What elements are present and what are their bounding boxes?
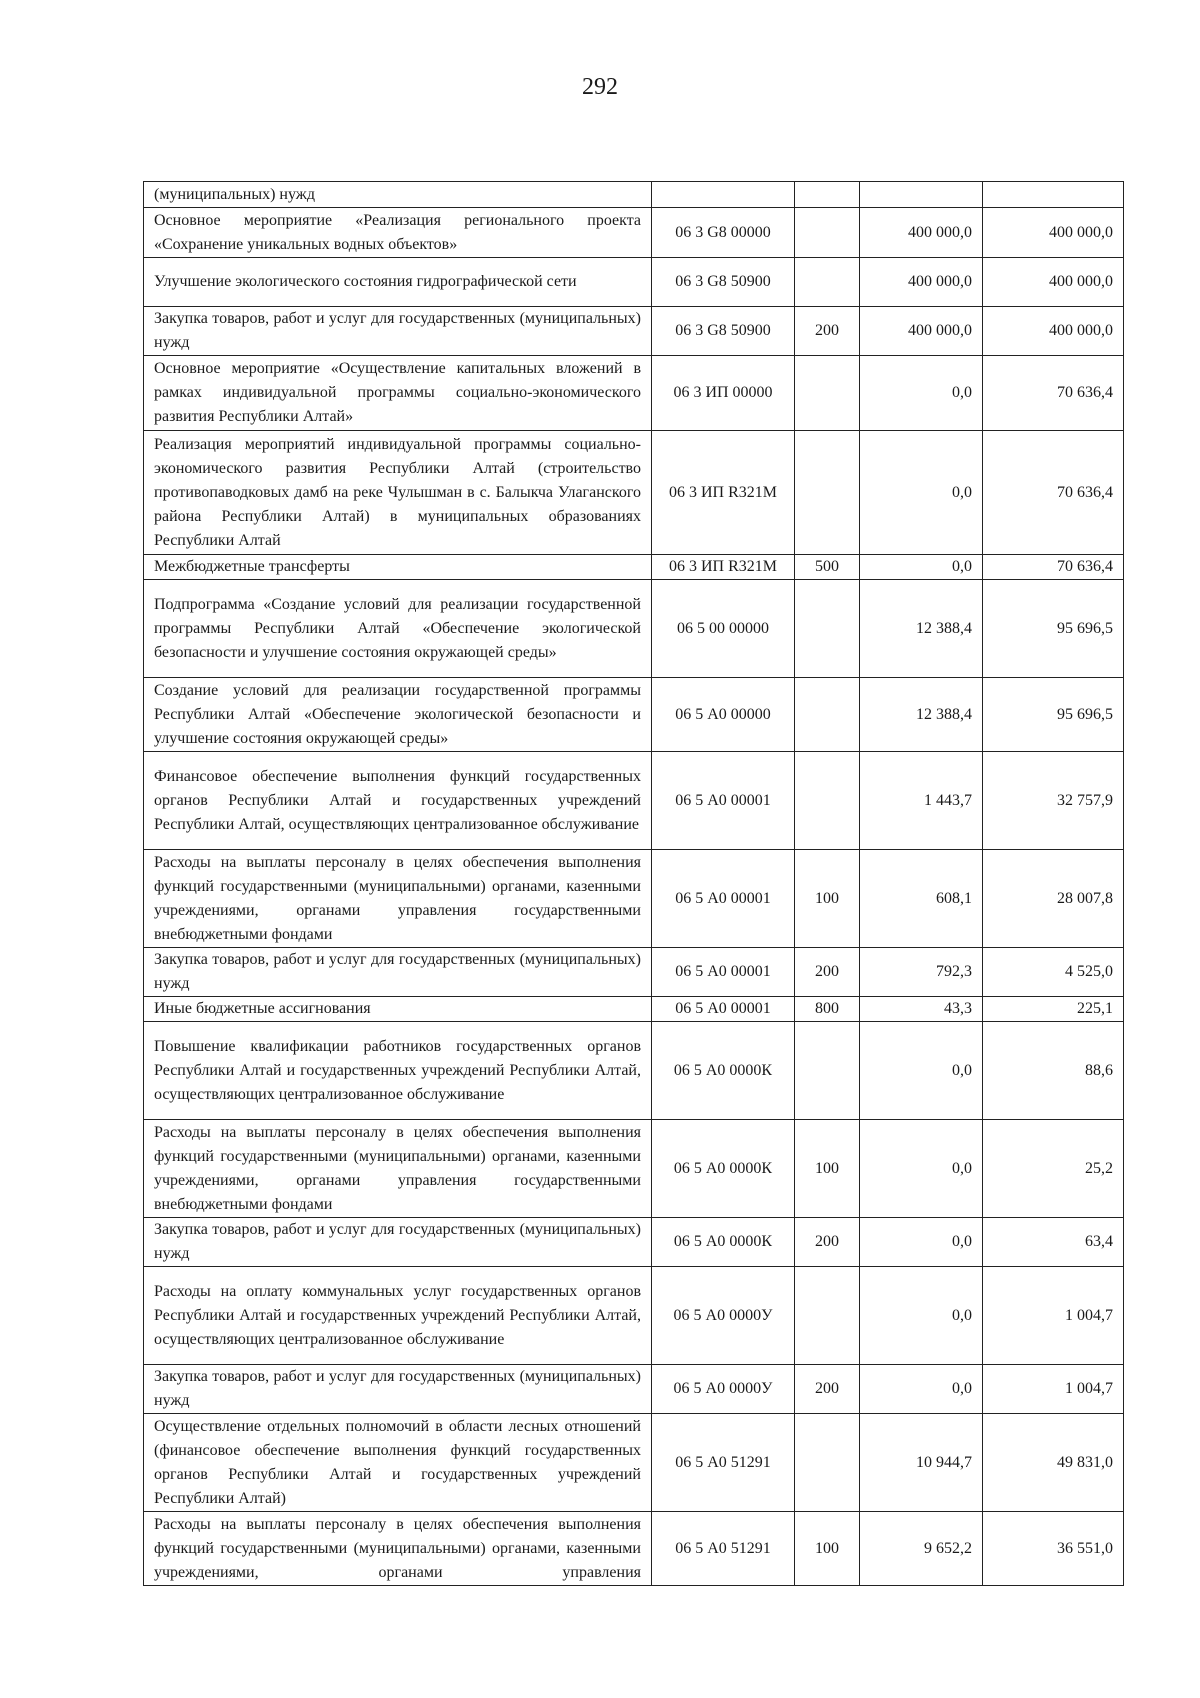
row-value-1: 0,0 [860,356,983,431]
row-code: 06 5 А0 0000У [652,1267,795,1365]
row-value-1: 12 388,4 [860,580,983,678]
row-code: 06 5 А0 00000 [652,678,795,752]
row-value-1: 12 388,4 [860,678,983,752]
table-row [144,307,1124,356]
row-value-1: 10 944,7 [860,1414,983,1512]
row-name: Расходы на выплаты персоналу в целях обеспечения выполнения функций государственными (муниципальными) органами, казенными учреждениями, органами управления государственными внебюджетными фондами [144,1120,652,1218]
row-type [795,1267,860,1365]
row-code: 06 5 00 00000 [652,580,795,678]
row-value-1: 0,0 [860,1022,983,1120]
row-value-2: 28 007,8 [983,850,1124,948]
row-value-1: 0,0 [860,1120,983,1218]
table-row [144,678,1124,752]
row-type [795,208,860,258]
table-row [144,208,1124,258]
row-type: 100 [795,1120,860,1218]
row-value-2: 1 004,7 [983,1267,1124,1365]
row-value-1: 400 000,0 [860,307,983,356]
row-value-1: 0,0 [860,1218,983,1267]
row-code: 06 5 А0 0000К [652,1218,795,1267]
row-value-2: 4 525,0 [983,948,1124,997]
row-value-1: 0,0 [860,555,983,580]
table-row [144,850,1124,948]
row-type [795,356,860,431]
table-row [144,580,1124,678]
row-type: 100 [795,850,860,948]
row-value-1: 1 443,7 [860,752,983,850]
row-type [795,580,860,678]
row-value-1: 0,0 [860,431,983,555]
row-code: 06 5 А0 0000К [652,1022,795,1120]
row-value-2: 88,6 [983,1022,1124,1120]
row-code: 06 5 А0 00001 [652,752,795,850]
row-value-2: 400 000,0 [983,307,1124,356]
row-type [795,1414,860,1512]
row-value-2: 70 636,4 [983,431,1124,555]
budget-table-body [144,182,1124,1586]
row-code: 06 5 А0 00001 [652,997,795,1022]
row-name: Повышение квалификации работников государственных органов Республики Алтай и государственных учреждений Республики Алтай, осуществляющих централизованное обслуживание [144,1022,652,1120]
row-code: 06 5 А0 51291 [652,1512,795,1586]
table-row [144,1218,1124,1267]
table-row [144,258,1124,307]
row-code: 06 5 А0 0000У [652,1365,795,1414]
row-value-2: 70 636,4 [983,555,1124,580]
row-type: 100 [795,1512,860,1586]
row-name: Улучшение экологического состояния гидрографической сети [144,258,652,307]
row-name: Закупка товаров, работ и услуг для государственных (муниципальных) нужд [144,307,652,356]
row-name: Закупка товаров, работ и услуг для государственных (муниципальных) нужд [144,1365,652,1414]
table-row [144,1365,1124,1414]
row-type: 500 [795,555,860,580]
row-value-1: 43,3 [860,997,983,1022]
row-type [795,182,860,208]
row-code: 06 3 ИП 00000 [652,356,795,431]
row-type [795,431,860,555]
row-value-1: 400 000,0 [860,258,983,307]
table-row [144,182,1124,208]
row-value-1 [860,182,983,208]
row-value-1: 400 000,0 [860,208,983,258]
row-type: 200 [795,1218,860,1267]
row-code: 06 3 G8 50900 [652,307,795,356]
row-name: Подпрограмма «Создание условий для реализации государственной программы Республики Алтай «Обеспечение экологической безопасности и улучшение состояния окружающей среды» [144,580,652,678]
table-row [144,1267,1124,1365]
row-code: 06 3 ИП R321М [652,431,795,555]
row-name: Межбюджетные трансферты [144,555,652,580]
row-value-2: 400 000,0 [983,258,1124,307]
table-row [144,997,1124,1022]
row-name: (муниципальных) нужд [144,182,652,208]
row-value-1: 0,0 [860,1267,983,1365]
row-name: Осуществление отдельных полномочий в области лесных отношений (финансовое обеспечение выполнения функций государственных органов Республики Алтай и государственных учреждений Республики Алтай) [144,1414,652,1512]
row-name: Закупка товаров, работ и услуг для государственных (муниципальных) нужд [144,1218,652,1267]
row-code [652,182,795,208]
row-value-1: 608,1 [860,850,983,948]
row-code: 06 5 А0 0000К [652,1120,795,1218]
row-type [795,678,860,752]
row-value-2: 1 004,7 [983,1365,1124,1414]
row-value-2: 63,4 [983,1218,1124,1267]
budget-table [143,181,1124,1586]
row-name: Финансовое обеспечение выполнения функций государственных органов Республики Алтай и государственных учреждений Республики Алтай, осуществляющих централизованное обслуживание [144,752,652,850]
table-row [144,1120,1124,1218]
row-value-2: 95 696,5 [983,678,1124,752]
row-value-2: 95 696,5 [983,580,1124,678]
row-value-2 [983,182,1124,208]
row-value-2: 25,2 [983,1120,1124,1218]
row-name: Иные бюджетные ассигнования [144,997,652,1022]
table-row [144,431,1124,555]
row-type: 200 [795,1365,860,1414]
row-code: 06 5 А0 00001 [652,850,795,948]
row-type: 200 [795,307,860,356]
row-code: 06 5 А0 00001 [652,948,795,997]
row-code: 06 3 G8 50900 [652,258,795,307]
table-row [144,948,1124,997]
row-value-2: 49 831,0 [983,1414,1124,1512]
table-row [144,752,1124,850]
row-value-2: 400 000,0 [983,208,1124,258]
row-name: Основное мероприятие «Осуществление капитальных вложений в рамках индивидуальной программы социально-экономического развития Республики Алтай» [144,356,652,431]
row-name: Основное мероприятие «Реализация регионального проекта «Сохранение уникальных водных объектов» [144,208,652,258]
row-value-1: 0,0 [860,1365,983,1414]
row-value-1: 792,3 [860,948,983,997]
table-row [144,555,1124,580]
row-type [795,1022,860,1120]
row-value-1: 9 652,2 [860,1512,983,1586]
row-type: 200 [795,948,860,997]
table-row [144,1022,1124,1120]
row-name: Закупка товаров, работ и услуг для государственных (муниципальных) нужд [144,948,652,997]
row-value-2: 225,1 [983,997,1124,1022]
row-name: Реализация мероприятий индивидуальной программы социально-экономического развития Республики Алтай (строительство противопаводковых дамб на реке Чулышман в с. Балыкча Улаганского района Республики Алтай) в муниципальных образованиях Республики Алтай [144,431,652,555]
table-row [144,1512,1124,1586]
row-type [795,258,860,307]
row-code: 06 3 ИП R321М [652,555,795,580]
row-value-2: 70 636,4 [983,356,1124,431]
row-name: Создание условий для реализации государственной программы Республики Алтай «Обеспечение экологической безопасности и улучшение состояния окружающей среды» [144,678,652,752]
row-name: Расходы на выплаты персоналу в целях обеспечения выполнения функций государственными (муниципальными) органами, казенными учреждениями, органами управления государственными внебюджетными фондами [144,850,652,948]
table-row [144,1414,1124,1512]
page-number: 292 [582,74,618,100]
row-name: Расходы на выплаты персоналу в целях обеспечения выполнения функций государственными (муниципальными) органами, казенными учреждениями, органами управления [144,1512,652,1586]
row-code: 06 3 G8 00000 [652,208,795,258]
row-type: 800 [795,997,860,1022]
table-row [144,356,1124,431]
row-value-2: 32 757,9 [983,752,1124,850]
row-code: 06 5 А0 51291 [652,1414,795,1512]
row-value-2: 36 551,0 [983,1512,1124,1586]
row-name: Расходы на оплату коммунальных услуг государственных органов Республики Алтай и государственных учреждений Республики Алтай, осуществляющих централизованное обслуживание [144,1267,652,1365]
row-type [795,752,860,850]
